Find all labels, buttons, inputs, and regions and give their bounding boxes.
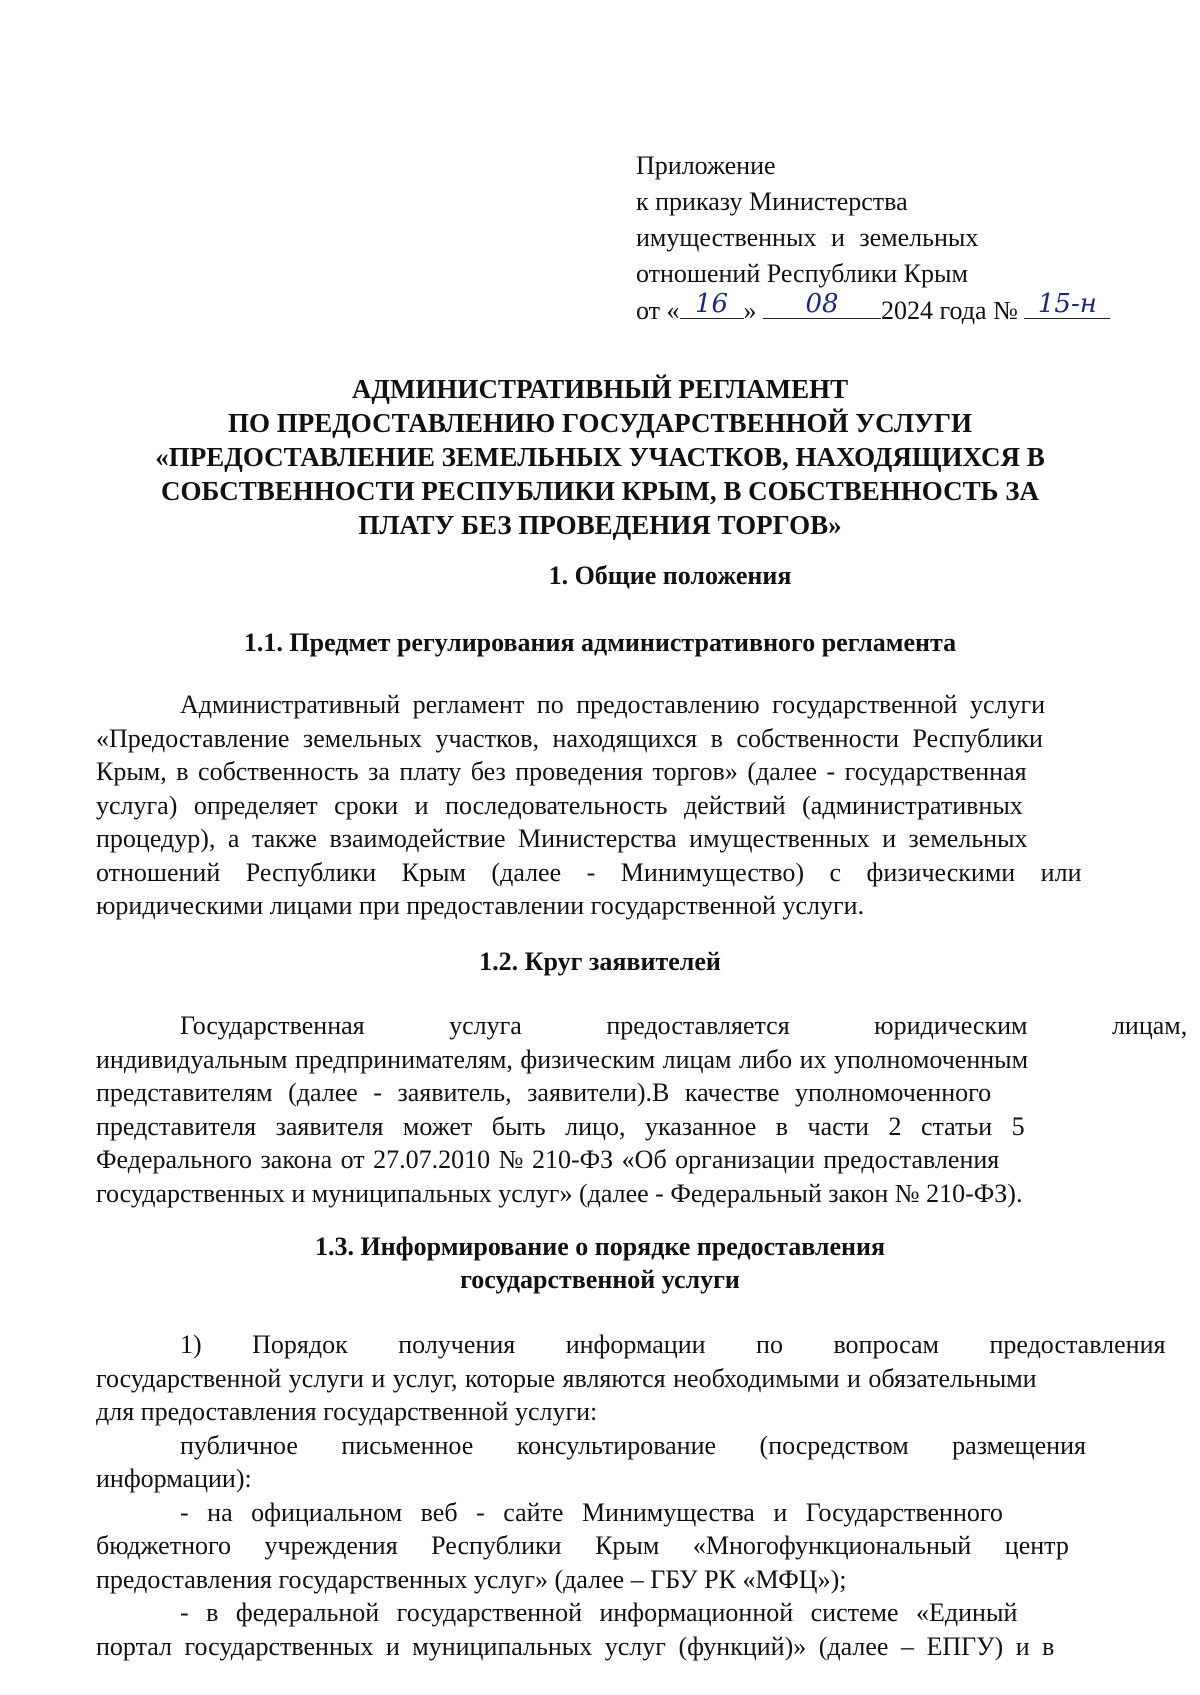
para-line: государственной услуги и услуг, которые являются необходимыми и обязательными	[96, 1363, 1037, 1393]
para-line: услуга) определяет сроки и последовательность действий (административных	[96, 790, 1023, 820]
para-line: - на официальном веб - сайте Минимущества и Государственного	[180, 1497, 1003, 1527]
para-line: Государственная услуга предоставляется юридическим лицам,	[180, 1011, 1188, 1040]
para-line: отношений Республики Крым (далее - Минимущество) с физическими или	[96, 857, 1082, 887]
section-1-3-heading	[90, 1230, 1110, 1296]
section-1-3-paragraph	[96, 1328, 1166, 1663]
para-line: информации):	[96, 1464, 252, 1493]
month-handwritten: 08	[805, 289, 839, 319]
para-line: Федерального закона от 27.07.2010 № 210-ФЗ «Об организации предоставления	[96, 1145, 1000, 1174]
annex-block	[636, 148, 1110, 329]
para-line: бюджетного учреждения Республики Крым «Многофункциональный центр	[96, 1531, 1069, 1560]
section-1-heading: 1. Общие положения	[548, 561, 792, 590]
annex-line-1: Приложение	[636, 151, 776, 180]
para-line: портал государственных и муниципальных услуг (функций)» (далее – ЕПГУ) и в	[96, 1631, 1055, 1661]
title-line-3: «ПРЕДОСТАВЛЕНИЕ ЗЕМЕЛЬНЫХ УЧАСТКОВ, НАХОДЯЩИХСЯ В	[155, 442, 1045, 472]
date-prefix: от «	[636, 296, 680, 325]
section-1-3-heading-line-1: 1.3. Информирование о порядке предоставления	[314, 1232, 886, 1261]
number-handwritten: 15-н	[1037, 289, 1097, 319]
para-line: предоставления государственных услуг» (далее – ГБУ РК «МФЦ»);	[96, 1564, 847, 1594]
number-field	[1024, 289, 1110, 319]
section-1-2-heading: 1.2. Круг заявителей	[479, 947, 721, 976]
annex-line-2: к приказу Министерства	[636, 187, 908, 216]
date-mid: »	[743, 296, 757, 325]
para-line: представителя заявителя может быть лицо, указанное в части 2 статьи 5	[96, 1111, 1025, 1141]
section-1-3-heading-line-2: государственной услуги	[460, 1265, 740, 1294]
para-line: - в федеральной государственной информационной системе «Единый	[180, 1598, 1018, 1627]
title-line-2: ПО ПРЕДОСТАВЛЕНИЮ ГОСУДАРСТВЕННОЙ УСЛУГИ	[227, 408, 973, 438]
document-title	[90, 372, 1110, 542]
para-line: публичное письменное консультирование (посредством размещения	[180, 1430, 1086, 1460]
month-field	[763, 289, 881, 319]
annex-date-line	[636, 289, 1110, 329]
para-line: «Предоставление земельных участков, находящихся в собственности Республики	[96, 723, 1043, 753]
annex-line-3: имущественных и земельных	[636, 223, 979, 252]
para-line: государственных и муниципальных услуг» (далее - Федеральный закон № 210-ФЗ).	[96, 1178, 1023, 1208]
para-line: процедур), а также взаимодействие Министерства имущественных и земельных	[96, 824, 1028, 853]
section-1-2-paragraph	[96, 1009, 1188, 1210]
para-line: для предоставления государственной услуги:	[96, 1397, 598, 1426]
section-1-1-heading: 1.1. Предмет регулирования административного регламента	[243, 628, 957, 657]
title-line-1: АДМИНИСТРАТИВНЫЙ РЕГЛАМЕНТ	[351, 374, 849, 404]
year-text: 2024 года №	[881, 296, 1018, 325]
day-field	[680, 289, 744, 319]
annex-line-4: отношений Республики Крым	[636, 259, 968, 288]
para-line: Крым, в собственность за плату без проведения торгов» (далее - государственная	[96, 757, 1027, 786]
para-line: индивидуальным предпринимателям, физическим лицам либо их уполномоченным	[96, 1044, 1029, 1074]
section-1-1-paragraph	[96, 688, 1130, 923]
day-handwritten: 16	[694, 289, 729, 319]
para-line: юридическими лицами при предоставлении государственной услуги.	[96, 891, 865, 920]
title-line-5: ПЛАТУ БЕЗ ПРОВЕДЕНИЯ ТОРГОВ»	[358, 510, 842, 540]
para-line: представителям (далее - заявитель, заявители).В качестве уполномоченного	[96, 1078, 992, 1107]
title-line-4: СОБСТВЕННОСТИ РЕСПУБЛИКИ КРЫМ, В СОБСТВЕННОСТЬ ЗА	[161, 476, 1039, 506]
para-line: 1) Порядок получения информации по вопросам предоставления	[180, 1330, 1166, 1359]
para-line: Административный регламент по предоставлению государственной услуги	[180, 690, 1046, 719]
